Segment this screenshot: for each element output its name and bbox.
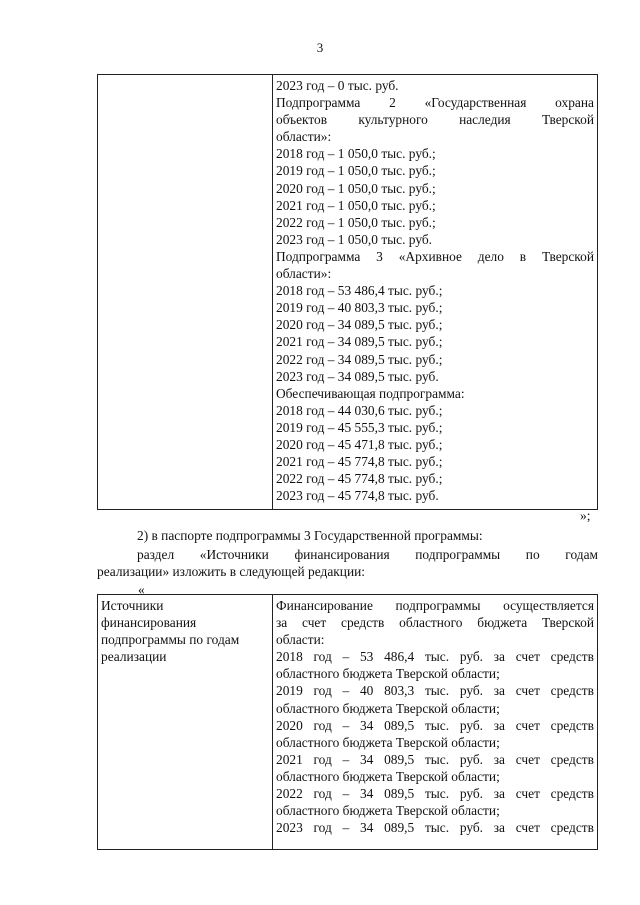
text-line: 2023 год – 0 тыс. руб. [276,78,399,93]
text-line: 2020 год – 45 471,8 тыс. руб.; [276,436,443,452]
instruction-line-2: реализации» изложить в следующей редакции: [97,564,365,579]
subprogram-financing-table [97,594,598,850]
text-line: областного бюджета Тверской области; [276,666,500,682]
text-line: 2022 год – 45 774,8 тыс. руб.; [276,471,443,487]
instruction-line-1: раздел «Источники финансирования подпрограммы по годам [137,547,598,562]
financing-table-continued [97,74,598,510]
text-line: 2023 год – 1 050,0 тыс. руб. [276,231,433,247]
text-line: области: [276,632,325,648]
text-line: областного бюджета Тверской области; [276,700,500,716]
heading-line: Источники [101,598,164,613]
text-line: Финансирование подпрограммы осуществляется [276,598,594,613]
text-line: 2018 год – 44 030,6 тыс. руб.; [276,402,443,418]
text-line: 2020 год – 34 089,5 тыс. руб.; [276,317,443,333]
heading-line: финансирования [101,615,197,631]
text-line: 2022 год – 1 050,0 тыс. руб.; [276,214,436,230]
text-line: 2021 год – 45 774,8 тыс. руб.; [276,454,443,470]
text-line: Подпрограмма 2 «Государственная охрана [276,95,594,111]
text-line: 2022 год – 34 089,5 тыс. руб.; [276,351,443,367]
closing-quote-mark: »; [580,508,591,523]
text-line: 2021 год – 34 089,5 тыс. руб.; [276,334,443,350]
heading-line: реализации [101,649,167,665]
table-cell-right [273,595,598,850]
text-line: 2021 год – 1 050,0 тыс. руб.; [276,197,436,213]
amendment-instruction [97,546,598,580]
text-line: 2020 год – 1 050,0 тыс. руб.; [276,180,436,196]
text-line: 2023 год – 34 089,5 тыс. руб. за счет средств [276,820,594,836]
text-line: 2022 год – 34 089,5 тыс. руб. за счет средств [276,786,594,802]
text-line: за счет средств областного бюджета Тверской [276,615,594,631]
text-line: 2019 год – 40 803,3 тыс. руб.; [276,300,443,316]
text-line: Обеспечивающая подпрограмма: [276,385,465,401]
text-line: областного бюджета Тверской области; [276,803,500,819]
text-line: 2018 год – 53 486,4 тыс. руб. за счет средств [276,649,594,665]
amendment-paragraph: 2) в паспорте подпрограммы 3 Государственной программы: [137,528,483,543]
text-line: 2018 год – 53 486,4 тыс. руб.; [276,283,443,299]
table-cell-right [273,75,598,510]
opening-quote-mark: « [138,582,145,597]
table-row [98,75,598,510]
table-row [98,595,598,850]
text-line: 2018 год – 1 050,0 тыс. руб.; [276,146,436,162]
text-line: областного бюджета Тверской области; [276,768,500,784]
table-cell-left-empty [98,75,273,510]
heading-line: подпрограммы по годам [101,632,240,648]
text-line: 2020 год – 34 089,5 тыс. руб. за счет средств [276,717,594,733]
text-line: 2019 год – 40 803,3 тыс. руб. за счет средств [276,683,594,699]
text-line: Подпрограмма 3 «Архивное дело в Тверской [276,248,594,264]
text-line: областного бюджета Тверской области; [276,734,500,750]
table-cell-heading [98,595,273,850]
text-line: 2019 год – 1 050,0 тыс. руб.; [276,163,436,179]
page-number: 3 [316,40,324,55]
text-line: области»: [276,129,332,145]
text-line: 2019 год – 45 555,3 тыс. руб.; [276,419,443,435]
text-line: 2023 год – 34 089,5 тыс. руб. [276,368,439,384]
text-line: области»: [276,266,332,282]
text-line: 2021 год – 34 089,5 тыс. руб. за счет средств [276,751,594,767]
text-line: объектов культурного наследия Тверской [276,112,594,128]
text-line: 2023 год – 45 774,8 тыс. руб. [276,488,439,504]
